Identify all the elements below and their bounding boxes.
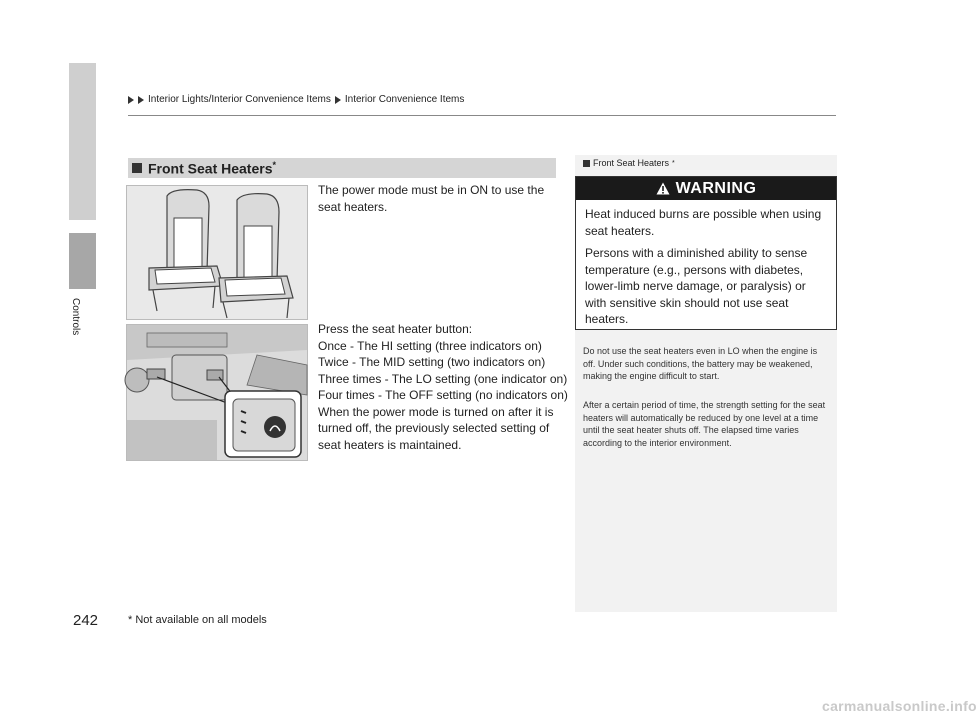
instruction-line: Once - The HI setting (three indicators on) bbox=[318, 338, 542, 353]
console-icon bbox=[127, 325, 307, 460]
instruction-line: When the power mode is turned on after it is turned off, the previously selected setting of seat heaters is maintained. bbox=[318, 404, 554, 452]
breadcrumb-arrow-icon bbox=[138, 96, 144, 104]
warning-header bbox=[576, 177, 836, 200]
header-divider bbox=[128, 115, 836, 116]
instructions bbox=[318, 321, 568, 453]
warning-body bbox=[576, 200, 836, 328]
warning-paragraph: Heat induced burns are possible when using seat heaters. bbox=[585, 207, 822, 238]
instruction-line: Three times - The LO setting (one indicator on) bbox=[318, 371, 568, 386]
intro-text: The power mode must be in ON to use the seat heaters. bbox=[318, 183, 545, 214]
note-paragraph: After a certain period of time, the strength setting for the seat heaters will automatically be reduced by one level at a time until the seat heater shuts off. The elapsed time varies according to the interior environment. bbox=[583, 400, 826, 448]
warning-box bbox=[575, 176, 837, 330]
warning-paragraph: Persons with a diminished ability to sense temperature (e.g., persons with diabetes, lower-limb nerve damage, or paralysis) or with sensitive skin should not use seat heaters. bbox=[585, 246, 808, 326]
seat-heater-button-illustration bbox=[126, 324, 308, 461]
section-title: Front Seat Heaters* bbox=[148, 159, 276, 177]
side-notes-heading: Front Seat Heaters * bbox=[583, 158, 675, 168]
breadcrumb-arrow-icon bbox=[335, 96, 341, 104]
breadcrumb-arrow-icon bbox=[128, 96, 134, 104]
watermark[interactable]: carmanualsonline.info bbox=[822, 698, 977, 714]
instruction-line: Press the seat heater button: bbox=[318, 322, 473, 336]
section-heading bbox=[128, 158, 556, 178]
side-tab-active bbox=[69, 233, 96, 289]
instruction-line: Four times - The OFF setting (no indicators on) bbox=[318, 388, 568, 402]
seats-icon bbox=[127, 186, 307, 319]
warning-title: WARNING bbox=[675, 179, 757, 197]
section-marker-icon bbox=[132, 163, 142, 173]
note-paragraph: Do not use the seat heaters even in LO when the engine is off. Under such conditions, the battery may be weakened, making the engine difficult to start. bbox=[583, 346, 818, 381]
sidebar-label: Controls bbox=[70, 298, 81, 336]
breadcrumb-item[interactable]: Interior Lights/Interior Convenience Items bbox=[148, 94, 331, 105]
breadcrumb bbox=[128, 94, 464, 105]
page-number: 242 bbox=[73, 612, 99, 629]
instruction-line: Twice - The MID setting (two indicators on) bbox=[318, 355, 546, 369]
note-marker-icon bbox=[583, 160, 590, 167]
side-tab-upper bbox=[69, 63, 96, 220]
breadcrumb-item[interactable]: Interior Convenience Items bbox=[344, 94, 465, 105]
footnote: * Not available on all models bbox=[128, 614, 267, 626]
seat-heater-illustration bbox=[126, 185, 308, 320]
warning-triangle-icon bbox=[656, 182, 670, 195]
